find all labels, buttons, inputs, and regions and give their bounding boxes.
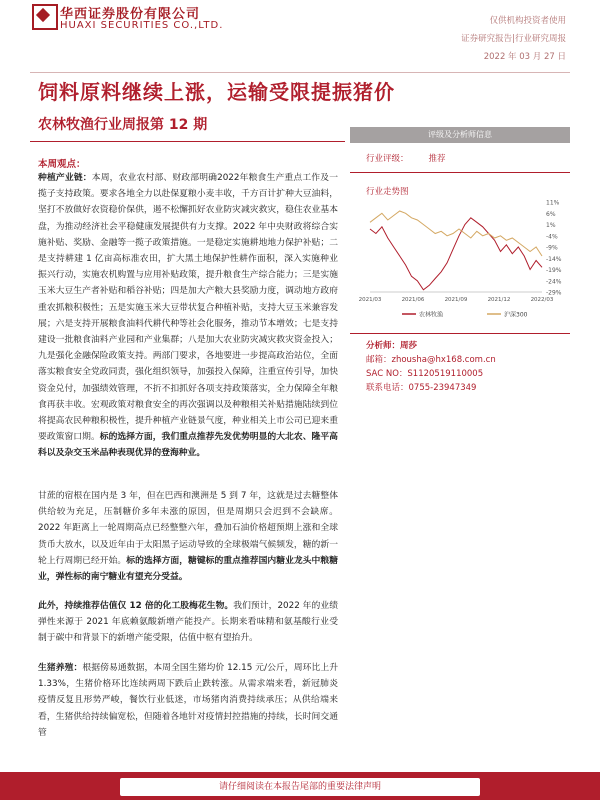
x-tick-label: 2021/06 bbox=[401, 297, 425, 303]
analyst-label: 分析师： bbox=[366, 341, 401, 351]
paragraph-lead: 生猪养殖： bbox=[38, 663, 83, 673]
rating-value: 推荐 bbox=[428, 154, 446, 164]
y-tick-label: -4% bbox=[546, 233, 558, 241]
analyst-email: 邮箱：zhousha@hx168.com.cn bbox=[366, 355, 496, 365]
paragraph-text: 本周，农业农村部、财政部明确2022年粮食生产重点工作及一揽子支持政策。要求各地全力以赴保夏粮小麦丰收，千方百计扩种大豆油料，坚打不放做好农资稳价保供，遏不松懈抓好农业防灾减灾救灾，稳住农业基本盘，为推动经济社会平稳健康发展提供有力支撑。2022 年中央财政将综合实施补贴、奖励、金融等一揽子政策措施。一是稳定实施耕地地力保护补贴；二是支持耕建 1 亿亩高标准农田，扩大黑土地保护性耕作面积，深入实施种业振兴行动，实施农机购置与应用补贴政策，提升粮食生产综合能力；三是实施玉米大豆生产者补贴和稻谷补贴；四是加大产粮大县奖励力度，调动地方政府重农抓粮积极性；五是实施玉米大豆带状复合种植补贴，支持大豆玉米兼容发展；六是支持开展粮食油料代耕代种等社会化服务，推动节本增效；七是支持建设一批粮食油料产业园和产业集群；八是加大农业防灾减灾救灾资金投入；九是强化金融保险政策支持。两部门要求，各地要进一步提高政治站位，全面落实粮食安全党政同责，强化组织领导，加强投入保障，注重宣传引导，加快资金兑付，加强绩效管理，不折不扣抓好各项支持政策落实，全力保障全年粮食再获丰收。宏观政策对粮食安全的再次强调以及种粮相关补贴措施陆续到位将提高农民种粮积极性，提升种植产业链景气度，种业相关上市公司已迎来重要政策窗口期。 bbox=[38, 173, 338, 443]
paragraph-planting bbox=[38, 170, 338, 462]
analyst-sac: SAC NO：S1120519110005 bbox=[366, 369, 484, 379]
company-logo bbox=[32, 4, 58, 30]
paragraph-sugar bbox=[38, 488, 338, 585]
paragraph-lead: 种植产业链： bbox=[38, 173, 92, 183]
industry-rating bbox=[366, 152, 446, 164]
paragraph-meihua bbox=[38, 598, 338, 647]
analyst-divider bbox=[350, 333, 570, 334]
y-tick-label: -14% bbox=[546, 255, 562, 263]
brand-name-en: HUAXI SECURITIES CO.,LTD. bbox=[60, 20, 224, 31]
y-tick-label: 6% bbox=[546, 210, 556, 218]
x-tick-label: 2021/03 bbox=[358, 297, 382, 303]
analyst-phone: 联系电话：0755-23947349 bbox=[366, 383, 477, 393]
series-line-0 bbox=[370, 218, 542, 290]
audience-note: 仅供机构投资者使用 bbox=[489, 16, 566, 26]
y-tick-label: -9% bbox=[546, 244, 558, 252]
x-tick-label: 2022/03 bbox=[530, 297, 554, 303]
y-tick-label: -19% bbox=[546, 267, 562, 274]
rating-label: 行业评级： bbox=[366, 154, 409, 164]
paragraph-hog bbox=[38, 660, 338, 741]
paragraph-text: 我们预计，2022 年的业绩弹性来源于 2021 年底赖氨酸新增产能投产。长期来看味精和氨基酸行业受制于碳中和背景下的新增产能受限，估值中枢有望抬升。 bbox=[38, 601, 338, 644]
report-type: 证券研究报告|行业研究周报 bbox=[461, 34, 566, 44]
paragraph-text: 根据傍易通数据，本周全国生猪均价 12.15 元/公斤，周环比上升 1.33%，生猪价格环比连续两周下跌后止跌转涨。从需求端来看，新冠肺炎疫情反复且形势严峻，餐饮行业低迷，市场猪肉消费持续承压；从供给端来看，生猪供给持续偏宽松，但随着各地针对疫情封控措施的持续，长时间交通管 bbox=[38, 663, 338, 738]
panel-header: 评级及分析师信息 bbox=[350, 127, 570, 143]
report-subtitle: 农林牧渔行业周报第 12 期 bbox=[38, 117, 208, 133]
x-tick-label: 2021/09 bbox=[444, 297, 468, 303]
panel-divider bbox=[350, 172, 570, 173]
header-divider bbox=[30, 72, 570, 73]
analyst-name: 周莎 bbox=[400, 341, 418, 351]
trend-chart-title: 行业走势图 bbox=[366, 187, 409, 197]
y-tick-label: -29% bbox=[546, 289, 562, 297]
legend-label: 沪深300 bbox=[504, 311, 528, 319]
trend-chart bbox=[358, 196, 572, 326]
report-date: 2022 年 03 月 27 日 bbox=[483, 52, 566, 62]
paragraph-lead: 此外，持续推荐估值仅 12 倍的化工股梅花生物。 bbox=[38, 601, 234, 611]
brand-name-cn: 华西证券股份有限公司 bbox=[60, 7, 201, 22]
legend-label: 农林牧渔 bbox=[419, 311, 444, 319]
paragraph-highlight: 标的选择方面，我们重点推荐先发优势明显的大北农、隆平高科以及杂交玉米品种表现优异的登海种业。 bbox=[38, 432, 338, 459]
x-tick-label: 2021/12 bbox=[487, 297, 511, 303]
y-tick-label: 1% bbox=[546, 222, 556, 229]
footer-disclaimer: 请仔细阅读在本报告尾部的重要法律声明 bbox=[218, 782, 381, 792]
analyst-info bbox=[366, 339, 496, 395]
paragraph-highlight: 标的选择方面，糖键标的重点推荐国内糖业龙头中粮糖业，弹性标的南宁糖业有望充分受益。 bbox=[38, 555, 338, 583]
y-tick-label: 11% bbox=[546, 199, 560, 207]
y-tick-label: -24% bbox=[546, 278, 562, 286]
paragraph-text: 甘蔗的宿根在国内是 3 年，但在巴西和澳洲是 5 到 7 年，这就是过去糖整体供给较为充足，压制糖价多年未涨的原因，但是周期只会迟到不会缺席。2022 年距离上一轮周期高点已经整整六年，叠加石油价格超预期上涨和全球货币大放水，以及近年由于太阳黑子运动导致的全球极端气候频发，糖的新一轮上行周期已经开始。 bbox=[38, 491, 338, 566]
subtitle-divider bbox=[30, 141, 345, 142]
report-title: 饲料原料继续上涨，运输受限提振猪价 bbox=[38, 80, 395, 104]
section-heading: 本周观点： bbox=[38, 159, 86, 170]
